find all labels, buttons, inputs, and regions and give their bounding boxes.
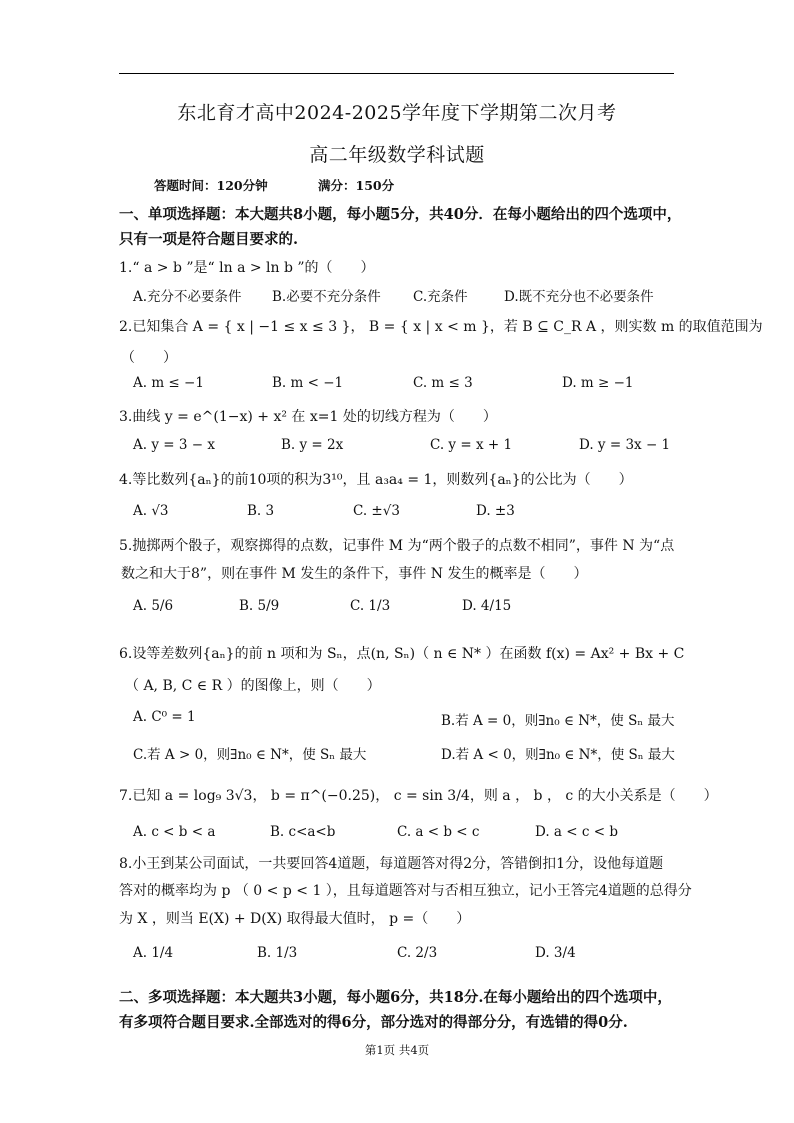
top-rule (119, 73, 674, 74)
exam-time: 答题时间：120分钟 (154, 178, 268, 193)
q1-option-d: D.既不充分也不必要条件 (504, 289, 654, 305)
q7-option-c: C. a < b < c (397, 824, 480, 840)
section1-line2: 只有一项是符合题目要求的. (119, 231, 299, 248)
question-8-stem-cont: 答对的概率均为 p （ 0 < p < 1 ），且每道题答对与否相互独立，记小王答完4道题的总得分 (119, 883, 692, 899)
q4-option-d: D. ±3 (476, 503, 515, 519)
question-6-stem: 6.设等差数列{aₙ}的前 n 项和为 Sₙ，点(n, Sₙ)（ n ∈ N* ）在函数 f(x) = Ax² + Bx + C (119, 646, 685, 662)
q2-option-a: A. m ≤ −1 (133, 375, 204, 391)
q3-option-b: B. y = 2x (281, 437, 344, 453)
q8-option-c: C. 2/3 (397, 945, 438, 961)
question-7-stem: 7.已知 a = log₉ 3√3， b = π^(−0.25)， c = sin 3/4，则 a ， b ， c 的大小关系是（ ） (119, 788, 718, 804)
section2-line2: 有多项符合题目要求.全部选对的得6分，部分选对的得部分分，有选错的得0分. (119, 1014, 628, 1031)
section2-line1: 二、多项选择题：本大题共3小题，每小题6分，共18分.在每小题给出的四个选项中， (119, 989, 672, 1006)
q6-option-b: B.若 A = 0，则∃n₀ ∈ N*，使 Sₙ 最大 (441, 713, 675, 729)
question-3-stem: 3.曲线 y = e^(1−x) + x² 在 x=1 处的切线方程为（ ） (119, 409, 497, 425)
exam-score: 满分：150分 (318, 178, 395, 193)
q8-option-a: A. 1/4 (133, 945, 174, 961)
question-8-stem-cont2: 为 X ，则当 E(X) + D(X) 取得最大值时， p =（ ） (119, 911, 471, 927)
question-6-stem-cont: （ A, B, C ∈ R ）的图像上，则（ ） (125, 678, 381, 694)
question-8-stem: 8.小王到某公司面试，一共要回答4道题，每道题答对得2分，答错倒扣1分，设他每道题 (119, 856, 664, 872)
q7-option-a: A. c < b < a (133, 824, 216, 840)
q2-option-c: C. m ≤ 3 (413, 375, 473, 391)
q5-option-a: A. 5/6 (133, 598, 174, 614)
q4-option-b: B. 3 (247, 503, 275, 519)
q3-option-a: A. y = 3 − x (133, 437, 215, 453)
exam-title: 东北育才高中2024-2025学年度下学期第二次月考 (177, 102, 617, 124)
q5-option-d: D. 4/15 (462, 598, 512, 614)
q6-option-c: C.若 A > 0，则∃n₀ ∈ N*，使 Sₙ 最大 (133, 747, 367, 763)
q3-option-d: D. y = 3x − 1 (579, 437, 671, 453)
q1-option-b: B.必要不充分条件 (272, 289, 381, 305)
question-4-stem: 4.等比数列{aₙ}的前10项的积为3¹⁰，且 a₃a₄ = 1，则数列{aₙ}的公比为（ ） (119, 472, 633, 488)
q8-option-b: B. 1/3 (257, 945, 298, 961)
page-footer: 第1页 共4页 (364, 1043, 430, 1057)
q2-option-b: B. m < −1 (272, 375, 344, 391)
question-5-stem: 5.抛掷两个骰子，观察掷得的点数，记事件 M 为“两个骰子的点数不相同”，事件 N 为“点 (119, 538, 675, 554)
q7-option-d: D. a < c < b (535, 824, 618, 840)
q4-option-a: A. √3 (133, 503, 169, 519)
q4-option-c: C. ±√3 (353, 503, 400, 519)
exam-subtitle: 高二年级数学科试题 (309, 144, 485, 166)
q6-option-d: D.若 A < 0，则∃n₀ ∈ N*，使 Sₙ 最大 (441, 747, 675, 763)
q6-option-a: A. C⁰ = 1 (133, 709, 196, 725)
q5-option-c: C. 1/3 (350, 598, 391, 614)
q1-option-c: C.充条件 (413, 289, 468, 305)
q1-option-a: A.充分不必要条件 (133, 289, 242, 305)
q8-option-d: D. 3/4 (535, 945, 576, 961)
question-1-stem: 1.“ a > b ”是“ ln a > ln b ”的（ ） (119, 260, 375, 276)
q3-option-c: C. y = x + 1 (430, 437, 513, 453)
q5-option-b: B. 5/9 (239, 598, 280, 614)
section1-line1: 一、单项选择题：本大题共8小题，每小题5分，共40分．在每小题给出的四个选项中， (119, 206, 682, 223)
q2-option-d: D. m ≥ −1 (562, 375, 634, 391)
question-5-stem-cont: 数之和大于8”，则在事件 M 发生的条件下，事件 N 发生的概率是（ ） (121, 566, 588, 582)
q7-option-b: B. c<a<b (270, 824, 336, 840)
question-2-stem: 2.已知集合 A = { x | −1 ≤ x ≤ 3 }， B = { x | x < m }，若 B ⊆ C_R A ，则实数 m 的取值范围为 (119, 319, 763, 335)
question-2-stem-cont: （ ） (121, 350, 177, 366)
